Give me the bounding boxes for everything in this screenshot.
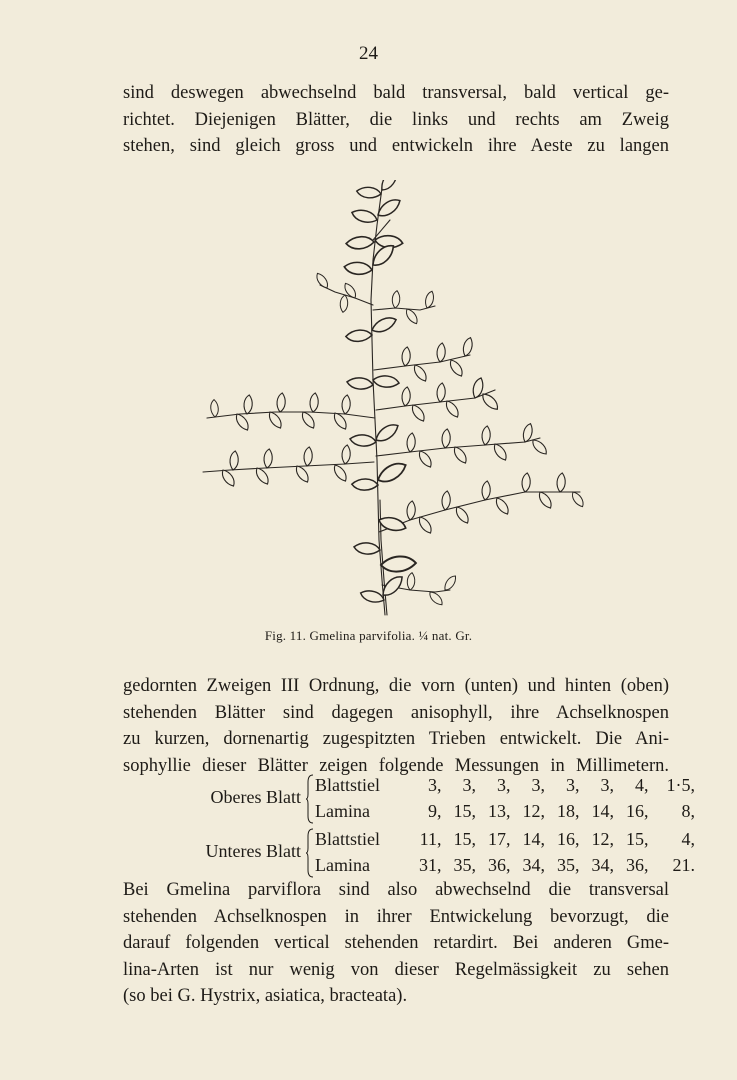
measurement-row bbox=[315, 798, 695, 824]
text-line: gedornten Zweigen III Ordnung, die vorn (unten) und hinten (oben) bbox=[123, 676, 669, 696]
text-line: lina-Arten ist nur wenig von dieser Regelmässigkeit zu sehen bbox=[123, 959, 669, 980]
value-cell: 3, bbox=[462, 775, 476, 795]
row-label: Blattstiel bbox=[315, 829, 380, 849]
row-label: Lamina bbox=[315, 855, 370, 875]
value-cell: 11, bbox=[419, 829, 442, 849]
value-cell: 16, bbox=[557, 829, 580, 849]
brace-icon bbox=[306, 828, 314, 878]
plant-illustration bbox=[195, 180, 595, 620]
text-line: zu kurzen, dornenartig zugespitzten Trieben entwickelt. Die Ani- bbox=[123, 729, 669, 749]
text-line: Bei Gmelina parviflora sind also abwechselnd die transversal bbox=[123, 880, 669, 900]
text-line: darauf folgenden vertical stehenden retardirt. Bei anderen Gme- bbox=[123, 933, 669, 953]
value-cell: 17, bbox=[488, 829, 511, 849]
row-label: Blattstiel bbox=[315, 775, 380, 795]
value-cell: 34, bbox=[522, 855, 545, 875]
value-cell: 16, bbox=[626, 801, 649, 821]
group-name: Oberes Blatt bbox=[210, 787, 301, 807]
value-cell: 14, bbox=[522, 829, 545, 849]
value-cell: 13, bbox=[488, 801, 511, 821]
text-line: stehenden Blätter sind dagegen anisophyll, ihre Achselknospen bbox=[123, 702, 669, 723]
value-cell: 3, bbox=[531, 775, 545, 795]
measurement-group-oberes bbox=[123, 772, 695, 826]
value-cell: 8, bbox=[681, 801, 695, 821]
value-cell: 12, bbox=[522, 801, 545, 821]
value-cell: 14, bbox=[591, 801, 614, 821]
value-cell: 15, bbox=[626, 829, 649, 849]
paragraph-2 bbox=[123, 673, 669, 779]
value-cell: 21. bbox=[672, 855, 695, 875]
group-name: Unteres Blatt bbox=[205, 841, 301, 861]
value-cell: 3, bbox=[566, 775, 580, 795]
measurement-row bbox=[315, 772, 695, 798]
value-cell: 18, bbox=[557, 801, 580, 821]
value-cell: 35, bbox=[557, 855, 580, 875]
value-cell: 31, bbox=[419, 855, 442, 875]
text-line: sind deswegen abwechselnd bald transversal, bald vertical ge- bbox=[123, 83, 669, 103]
text-line: stehen, sind gleich gross und entwickeln ihre Aeste zu langen bbox=[123, 136, 669, 156]
paragraph-1 bbox=[123, 80, 669, 160]
measurement-row bbox=[315, 852, 695, 878]
measurement-group-unteres bbox=[123, 826, 695, 880]
measurement-row bbox=[315, 826, 695, 852]
value-cell: 35, bbox=[453, 855, 476, 875]
page-number: 24 bbox=[359, 43, 378, 64]
value-cell: 3, bbox=[600, 775, 614, 795]
value-cell: 4, bbox=[635, 775, 649, 795]
row-label: Lamina bbox=[315, 801, 370, 821]
value-cell: 4, bbox=[681, 829, 695, 849]
value-cell: 3, bbox=[428, 775, 442, 795]
text-line: (so bei G. Hystrix, asiatica, bracteata). bbox=[123, 986, 408, 1006]
value-cell: 12, bbox=[591, 829, 614, 849]
value-cell: 36, bbox=[626, 855, 649, 875]
measurement-table bbox=[123, 772, 695, 880]
brace-icon bbox=[306, 774, 314, 824]
text-line: stehenden Achselknospen in ihrer Entwickelung bevorzugt, die bbox=[123, 906, 669, 927]
value-cell: 15, bbox=[453, 801, 476, 821]
figure-caption: Fig. 11. Gmelina parvifolia. ¼ nat. Gr. bbox=[264, 628, 473, 643]
value-cell: 15, bbox=[453, 829, 476, 849]
paragraph-3 bbox=[123, 877, 669, 1010]
value-cell: 34, bbox=[591, 855, 614, 875]
value-cell: 9, bbox=[428, 801, 442, 821]
value-cell: 1·5, bbox=[666, 775, 695, 795]
text-line: sophyllie dieser Blätter zeigen folgende Messungen in Millimetern. bbox=[123, 755, 669, 776]
value-cell: 36, bbox=[488, 855, 511, 875]
text-line: richtet. Diejenigen Blätter, die links und rechts am Zweig bbox=[123, 109, 669, 130]
value-cell: 3, bbox=[497, 775, 511, 795]
